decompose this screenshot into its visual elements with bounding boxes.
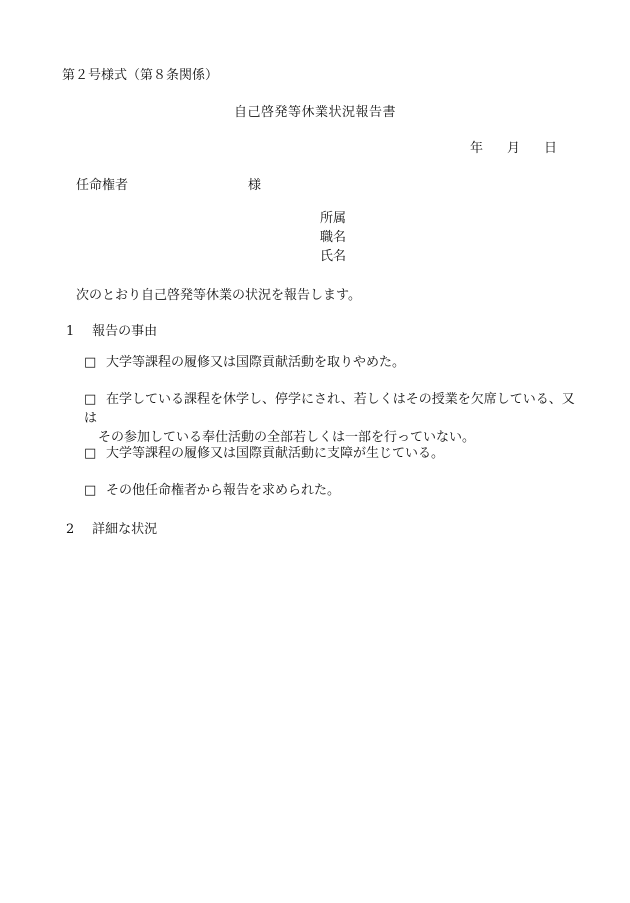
reason-text: 大学等課程の履修又は国際貢献活動に支障が生じている。: [106, 446, 445, 461]
section-heading-details: [66, 518, 157, 537]
section-number: 1: [66, 324, 75, 339]
date-year-label: 年: [470, 141, 484, 156]
section-title: 報告の事由: [92, 324, 158, 339]
checkbox-icon[interactable]: □: [84, 483, 97, 498]
reason-item-3: [84, 444, 584, 463]
addressee-label: 任命権者: [76, 178, 129, 193]
reason-text: 在学している課程を休学し、停学にされ、若しくはその授業を欠席している、又は: [84, 392, 575, 426]
reason-item-4: [84, 481, 584, 500]
addressee-honorific: 様: [248, 178, 262, 193]
field-job-title: 職名: [320, 230, 347, 245]
reason-text: その他任命権者から報告を求められた。: [106, 483, 341, 498]
field-affiliation: 所属: [320, 211, 347, 226]
date-day-label: 日: [544, 141, 558, 156]
reason-text: 大学等課程の履修又は国際貢献活動を取りやめた。: [106, 355, 406, 370]
intro-text: 次のとおり自己啓発等休業の状況を報告します。: [76, 288, 361, 303]
checkbox-icon[interactable]: □: [84, 392, 97, 407]
field-name: 氏名: [320, 249, 347, 264]
reason-item-1: [84, 353, 584, 372]
checkbox-icon[interactable]: □: [84, 355, 97, 370]
reporter-fields: [320, 209, 346, 266]
reason-text-continued: その参加している奉仕活動の全部若しくは一部を行っていない。: [98, 430, 476, 445]
section-number: 2: [66, 522, 75, 537]
section-heading-reason: [66, 320, 157, 339]
form-number: 第２号様式（第８条関係）: [62, 68, 219, 83]
checkbox-icon[interactable]: □: [84, 446, 97, 461]
document-title: 自己啓発等休業状況報告書: [233, 105, 396, 120]
section-title: 詳細な状況: [92, 522, 158, 537]
reason-item-2: [84, 390, 584, 447]
date-month-label: 月: [507, 141, 521, 156]
